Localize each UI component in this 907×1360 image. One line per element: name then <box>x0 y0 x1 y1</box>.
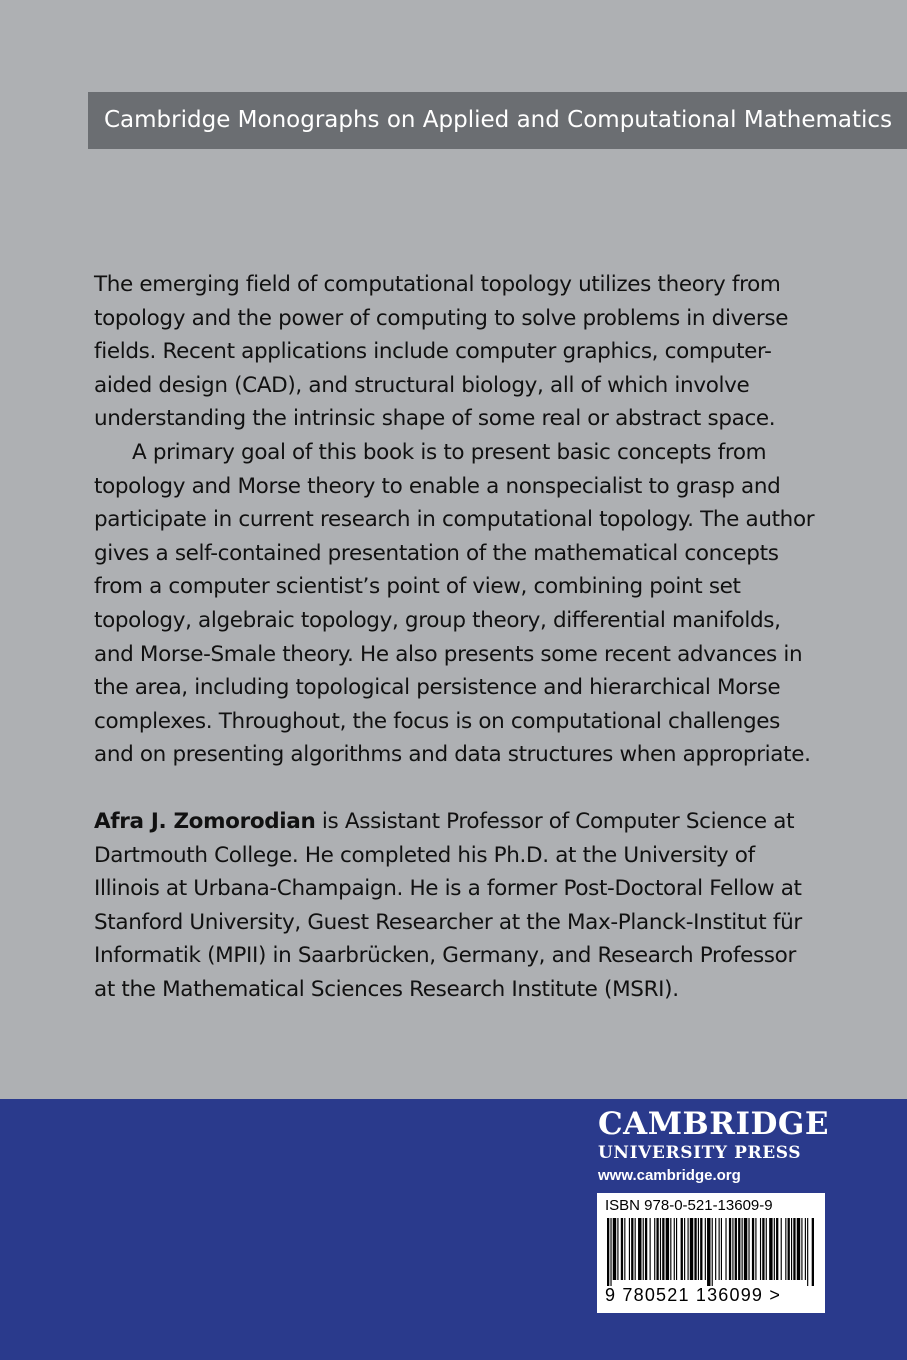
barcode-bar <box>674 1218 675 1280</box>
barcode-bar <box>805 1218 806 1280</box>
barcode-bar <box>760 1218 761 1280</box>
barcode-bar <box>774 1218 775 1280</box>
series-title: Cambridge Monographs on Applied and Computational Mathematics <box>104 107 893 133</box>
barcode-bar <box>762 1218 764 1280</box>
book-description <box>94 268 822 772</box>
barcode-bar <box>643 1218 644 1280</box>
barcode-bar <box>791 1218 792 1280</box>
barcode-bar <box>660 1218 661 1280</box>
publisher-name: CAMBRIDGE <box>598 1106 829 1142</box>
barcode-bar <box>776 1218 778 1280</box>
publisher-url: www.cambridge.org <box>598 1167 741 1184</box>
barcode-bar <box>670 1218 671 1280</box>
series-title-band <box>88 92 907 149</box>
barcode-bar <box>738 1218 740 1280</box>
barcode-bar <box>621 1218 623 1280</box>
barcode-bar <box>797 1218 800 1280</box>
barcode-bar <box>729 1218 731 1280</box>
isbn-label: ISBN 978-0-521-13609-9 <box>605 1197 773 1214</box>
barcode-bar <box>629 1218 630 1280</box>
barcode-bar <box>607 1218 609 1286</box>
barcode-bar <box>742 1218 743 1280</box>
barcode-bar <box>785 1218 786 1280</box>
barcode-bar <box>698 1218 699 1280</box>
ean-digits: 9 780521 136099 > <box>605 1285 782 1305</box>
description-paragraph-1: The emerging field of computational topology utilizes theory from topology and the power of computing to solve problems in diverse fields. Recent applications include computer graphics, computer-aided design (CAD), and structural biology, all of which involve understanding the intrinsic shape of some real or abstract space. <box>94 272 789 432</box>
barcode-bar <box>666 1218 669 1280</box>
barcode-bar <box>732 1218 733 1280</box>
barcode-bar <box>617 1218 618 1280</box>
barcode-bar <box>769 1218 772 1280</box>
barcode-bar <box>688 1218 689 1280</box>
barcode-bar <box>676 1218 677 1280</box>
barcode-bars <box>605 1218 817 1286</box>
barcode-bar <box>781 1218 782 1280</box>
author-bio-text: is Assistant Professor of Computer Science at Dartmouth College. He completed his Ph.D. at the University of Illinois at Urbana-Champaign. He is a former Post-Doctoral Fellow at Stanford University, Guest Researcher at the Max-Planck-Institut für Informatik (MPII) in Saarbrücken, Germany, and Research Professor at the Mathematical Sciences Research Institute (MSRI). <box>94 809 802 1002</box>
publisher-logo <box>598 1106 828 1187</box>
barcode-bar <box>715 1218 716 1280</box>
barcode-bar <box>662 1218 664 1280</box>
barcode-bar <box>684 1218 685 1280</box>
barcode-bar <box>631 1218 633 1280</box>
barcode-bar <box>807 1218 808 1286</box>
author-name: Afra J. Zomorodian <box>94 809 316 834</box>
barcode-bar <box>654 1218 655 1280</box>
barcode-bar <box>656 1218 658 1280</box>
barcode-bar <box>700 1218 702 1280</box>
barcode-bar <box>801 1218 802 1280</box>
barcode-bar <box>735 1218 737 1280</box>
barcode-bar <box>694 1218 696 1280</box>
barcode-bar <box>712 1218 713 1286</box>
author-bio <box>94 805 822 1007</box>
barcode-bar <box>793 1218 795 1280</box>
barcode-bar <box>650 1218 651 1280</box>
barcode-bar <box>610 1218 611 1286</box>
barcode-bar <box>690 1218 693 1280</box>
description-paragraph-2: A primary goal of this book is to present basic concepts from topology and Morse theory to enable a nonspecialist to grasp and participate in current research in computational topology. The author gives a self-contained presentation of the mathematical concepts from a computer scientist’s point of view, combining point set topology, algebraic topology, group theory, differential manifolds, and Morse-Smale theory. He also presents some recent advances in the area, including topological persistence and hierarchical Morse complexes. Throughout, the focus is on computational challenges and on presenting algorithms and data structures when appropriate. <box>94 439 815 768</box>
barcode-bar <box>707 1218 710 1286</box>
barcode-bar <box>624 1218 625 1280</box>
barcode-bar <box>645 1218 647 1280</box>
barcode-bar <box>752 1218 754 1280</box>
barcode-bar <box>681 1218 683 1280</box>
barcode-bar <box>766 1218 767 1280</box>
barcode-bar <box>638 1218 641 1280</box>
barcode-box <box>597 1193 825 1313</box>
barcode-bar <box>719 1218 720 1280</box>
barcode-bar <box>705 1218 706 1280</box>
barcode-bar <box>721 1218 722 1280</box>
barcode-bar <box>613 1218 616 1280</box>
barcode-bar <box>812 1218 814 1286</box>
barcode-bar <box>744 1218 747 1280</box>
barcode-bar <box>635 1218 636 1280</box>
barcode-bar <box>755 1218 756 1280</box>
barcode-bar <box>748 1218 749 1280</box>
barcode-bar <box>725 1218 726 1280</box>
barcode-bar <box>788 1218 790 1280</box>
publisher-subtitle: UNIVERSITY PRESS <box>598 1143 802 1163</box>
